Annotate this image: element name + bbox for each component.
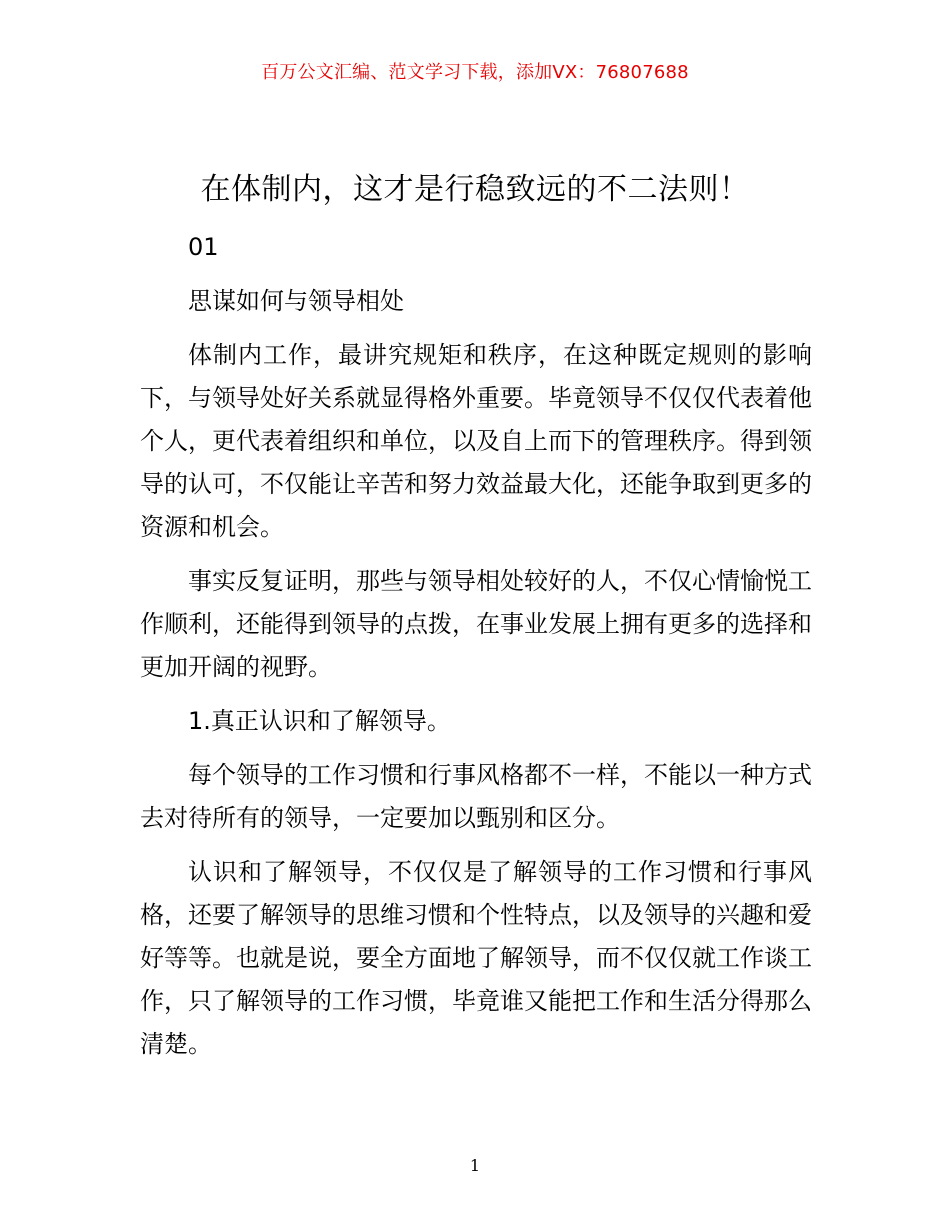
document-title: 在体制内，这才是行稳致远的不二法则！ [200, 172, 750, 207]
page-number: 1 [469, 1156, 481, 1175]
header-note: 百万公文汇编、范文学习下载，添加VX：76807688 [261, 62, 689, 83]
section-number: 01 [188, 233, 219, 261]
document-body [140, 226, 812, 1077]
body-paragraph: 事实反复证明，那些与领导相处较好的人，不仅心情愉悦工作顺利，还能得到领导的点拨，在事业发展上拥有更多的选择和更加开阔的视野。 [140, 567, 812, 681]
section-heading: 思谋如何与领导相处 [188, 287, 404, 315]
body-paragraph: 每个领导的工作习惯和行事风格都不一样，不能以一种方式去对待所有的领导，一定要加以甄别和区分。 [140, 761, 812, 832]
subsection-heading: 1.真正认识和了解领导。 [188, 707, 451, 735]
body-paragraph: 认识和了解领导，不仅仅是了解领导的工作习惯和行事风格，还要了解领导的思维习惯和个性特点，以及领导的兴趣和爱好等等。也就是说，要全方面地了解领导，而不仅仅就工作谈工作，只了解领导的工作习惯，毕竟谁又能把工作和生活分得那么清楚。 [140, 858, 812, 1058]
body-paragraph: 体制内工作，最讲究规矩和秩序，在这种既定规则的影响下，与领导处好关系就显得格外重要。毕竟领导不仅仅代表着他个人，更代表着组织和单位，以及自上而下的管理秩序。得到领导的认可，不仅能让辛苦和努力效益最大化，还能争取到更多的资源和机会。 [140, 341, 812, 541]
